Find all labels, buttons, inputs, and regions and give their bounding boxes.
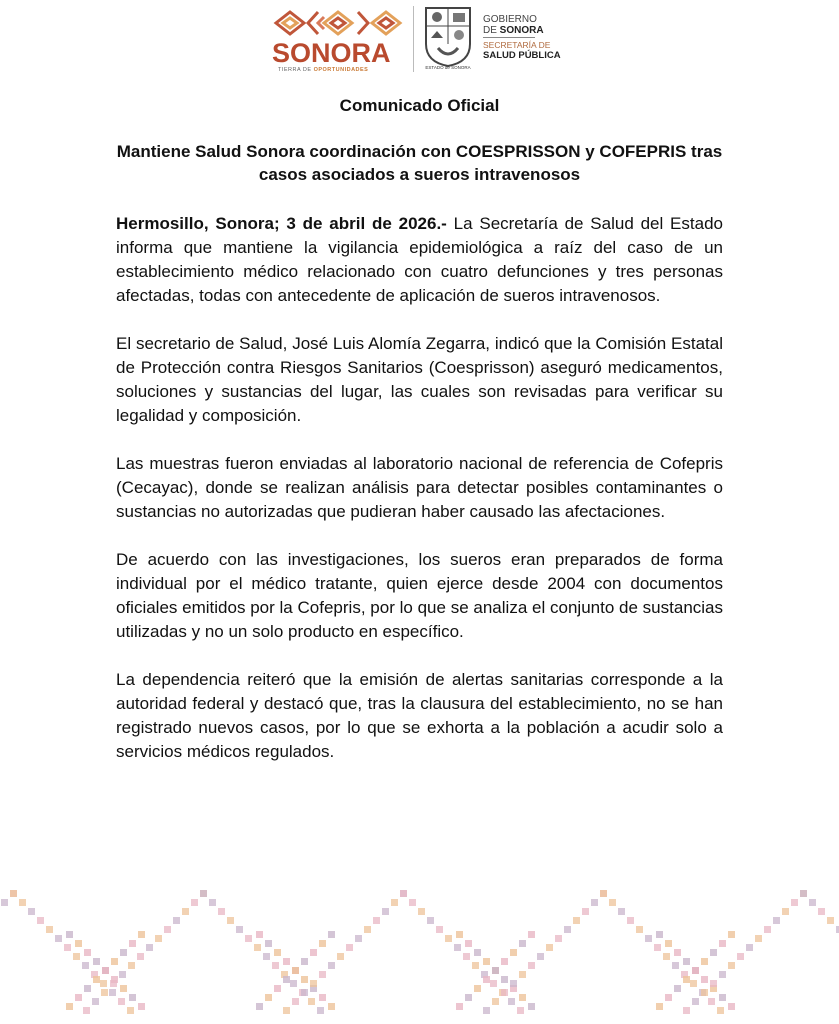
pattern-square [665,994,672,1001]
pattern-square [119,971,126,978]
pattern-square [672,962,679,969]
pattern-square [382,908,389,915]
pattern-square [292,998,299,1005]
pattern-square [555,935,562,942]
pattern-square [46,926,53,933]
salud-publica-label: SALUD PÚBLICA [483,50,561,61]
pattern-square [292,967,299,974]
pattern-square [93,976,100,983]
pattern-square [656,1003,663,1010]
pattern-square [111,958,118,965]
decorative-footer-pattern [0,880,839,1024]
pattern-square [283,976,290,983]
pattern-square [674,985,681,992]
pattern-square [627,917,634,924]
pattern-square [465,940,472,947]
pattern-square [483,1007,490,1014]
pattern-square [301,958,308,965]
pattern-square [501,958,508,965]
pattern-square [37,917,44,924]
pattern-square [600,890,607,897]
pattern-square [528,962,535,969]
government-block [483,14,561,61]
pattern-square [308,998,315,1005]
pattern-square [519,971,526,978]
pattern-square [263,953,270,960]
state-seal-icon [423,4,473,68]
press-release [116,96,723,764]
pattern-square [28,908,35,915]
document-headline [116,140,723,186]
pattern-square [719,971,726,978]
pattern-square [656,931,663,938]
sonora-ornament-icon [268,6,403,40]
government-line2-bold: SONORA [499,25,544,36]
seal-caption: ESTADO de SONORA [425,65,471,70]
pattern-square [256,1003,263,1010]
pattern-square [317,1007,324,1014]
pattern-square [701,976,708,983]
pattern-square [456,931,463,938]
pattern-square [137,953,144,960]
government-underline [483,37,535,38]
pattern-square [84,985,91,992]
pattern-square [427,917,434,924]
paragraph-2: El secretario de Salud, José Luis Alomía Zegarra, indicó que la Comisión Estatal de Protección contra Riesgos Sanitarios (Coesprisson) aseguró medicamentos, soluciones y sustancias del lugar, las cuales son revisadas para verificar su legalidad y composición. [116,334,723,425]
pattern-square [391,899,398,906]
pattern-square [265,994,272,1001]
pattern-square [492,998,499,1005]
pattern-square [102,967,109,974]
pattern-square [701,958,708,965]
pattern-square [272,962,279,969]
pattern-square [728,1003,735,1010]
pattern-square [200,890,207,897]
pattern-square [129,940,136,947]
pattern-square [782,908,789,915]
pattern-square [364,926,371,933]
paragraph-4: De acuerdo con las investigaciones, los sueros eran preparados de forma individual por el médico tratante, quien ejerce desde 2004 con documentos oficiales emitidos por la Cofepris, por lo que se analiza el conjunto de sustancias utilizadas y no un solo producto en específico. [116,550,723,641]
pattern-square [436,926,443,933]
pattern-square [501,976,508,983]
pattern-square [118,998,125,1005]
pattern-square [355,935,362,942]
pattern-square [138,931,145,938]
pattern-square [528,931,535,938]
pattern-square [301,976,308,983]
pattern-square [465,994,472,1001]
pattern-square [418,908,425,915]
pattern-square [483,976,490,983]
pattern-square [310,980,317,987]
pattern-square [55,935,62,942]
pattern-square [618,908,625,915]
pattern-square [109,989,116,996]
pattern-square [474,949,481,956]
pattern-square [728,962,735,969]
pattern-square [719,994,726,1001]
brand-wordmark: SONORA [272,38,391,68]
pattern-square [582,908,589,915]
pattern-square [492,967,499,974]
headline-line-2: casos asociados a sueros intravenosos [258,165,581,184]
pattern-square [346,944,353,951]
sonora-brand-logo [268,4,403,76]
pattern-square [19,899,26,906]
pattern-square [265,940,272,947]
pattern-square [310,949,317,956]
paragraph-5: La dependencia reiteró que la emisión de alertas sanitarias corresponde a la autoridad federal y destacó que, tras la clausura del establecimiento, no se han registrado nuevos casos, por lo que se exhorta a la población a acudir solo a servicios médicos regulados. [116,670,723,761]
pattern-square [101,989,108,996]
pattern-square [800,890,807,897]
secretaria-label: SECRETARÍA DE [483,40,551,50]
pattern-square [510,949,517,956]
pattern-square [665,940,672,947]
pattern-square [328,962,335,969]
pattern-square [120,985,127,992]
pattern-square [701,989,708,996]
pattern-square [75,994,82,1001]
pattern-square [209,899,216,906]
pattern-square [83,1007,90,1014]
pattern-square [717,1007,724,1014]
pattern-square [164,926,171,933]
pattern-square [82,962,89,969]
pattern-square [708,998,715,1005]
paragraph-3: Las muestras fueron enviadas al laboratorio nacional de referencia de Cofepris (Cecayac), donde se realizan análisis para detectar posibles contaminantes o sustancias no autorizadas que pudieran haber causado las afectaciones. [116,454,723,521]
dateline: Hermosillo, Sonora; 3 de abril de 2026.- [116,214,447,233]
header-divider [413,6,414,72]
pattern-square [182,908,189,915]
pattern-square [764,926,771,933]
pattern-square [75,940,82,947]
pattern-square [746,944,753,951]
letterhead [268,4,578,76]
pattern-square [827,917,834,924]
pattern-square [66,1003,73,1010]
pattern-square [227,917,234,924]
pattern-square [636,926,643,933]
pattern-square [809,899,816,906]
pattern-square [146,944,153,951]
pattern-square [191,899,198,906]
pattern-square [683,976,690,983]
pattern-square [683,958,690,965]
pattern-square [445,935,452,942]
pattern-square [791,899,798,906]
pattern-square [609,899,616,906]
pattern-square [490,980,497,987]
document-title: Comunicado Oficial [339,96,500,115]
pattern-square [692,967,699,974]
pattern-square [84,949,91,956]
pattern-square [683,1007,690,1014]
pattern-square [546,944,553,951]
pattern-square [328,931,335,938]
tagline-highlight: OPORTUNIDADES [313,67,369,73]
pattern-square [290,980,297,987]
pattern-square [64,944,71,951]
paragraph-1 [116,212,723,308]
pattern-square [100,980,107,987]
pattern-square [456,1003,463,1010]
pattern-square [692,998,699,1005]
pattern-square [409,899,416,906]
pattern-square [328,1003,335,1010]
pattern-square [66,931,73,938]
pattern-square [10,890,17,897]
government-line2-prefix: DE [483,25,500,36]
pattern-square [1,899,8,906]
pattern-square [528,1003,535,1010]
government-line1: GOBIERNO [483,14,537,25]
pattern-square [92,998,99,1005]
pattern-square [373,917,380,924]
pattern-square [564,926,571,933]
pattern-square [773,917,780,924]
paragraph-1-text: La Secretaría de Salud del Estado informa que mantiene la vigilancia epidemiológica a raíz del caso de un establecimiento médico relacionado con cuatro defunciones y tres personas afectadas, todas con antecedente de aplicación de sueros intravenosos. [116,214,723,305]
pattern-square [573,917,580,924]
pattern-square [463,953,470,960]
pattern-square [501,989,508,996]
pattern-square [274,985,281,992]
pattern-square [674,949,681,956]
government-line2 [483,25,561,36]
pattern-square [127,1007,134,1014]
tagline-prefix: TIERRA DE [278,67,314,73]
pattern-square [710,980,717,987]
brand-tagline [278,67,368,73]
pattern-square [173,917,180,924]
pattern-square [728,931,735,938]
pattern-square [93,958,100,965]
pattern-square [710,949,717,956]
pattern-square [454,944,461,951]
headline-line-1: Mantiene Salud Sonora coordinación con COESPRISSON y COFEPRIS tras [116,142,723,161]
pattern-square [474,985,481,992]
pattern-square [755,935,762,942]
pattern-square [510,980,517,987]
pattern-square [400,890,407,897]
pattern-square [274,949,281,956]
pattern-square [517,1007,524,1014]
pattern-square [737,953,744,960]
pattern-square [663,953,670,960]
pattern-square [337,953,344,960]
pattern-square [645,935,652,942]
pattern-square [256,931,263,938]
pattern-square [319,994,326,1001]
pattern-square [319,971,326,978]
pattern-square [719,940,726,947]
pattern-square [128,962,135,969]
pattern-square [218,908,225,915]
pattern-square [591,899,598,906]
pattern-square [110,980,117,987]
pattern-square [301,989,308,996]
pattern-square [508,998,515,1005]
pattern-square [254,944,261,951]
pattern-square [483,958,490,965]
pattern-square [472,962,479,969]
pattern-square [155,935,162,942]
pattern-square [120,949,127,956]
pattern-square [73,953,80,960]
pattern-square [283,1007,290,1014]
pattern-square [519,940,526,947]
pattern-square [138,1003,145,1010]
pattern-square [129,994,136,1001]
pattern-square [519,994,526,1001]
pattern-square [654,944,661,951]
pattern-square [245,935,252,942]
pattern-square [319,940,326,947]
pattern-square [690,980,697,987]
pattern-square [283,958,290,965]
pattern-square [236,926,243,933]
pattern-square [818,908,825,915]
pattern-square [537,953,544,960]
